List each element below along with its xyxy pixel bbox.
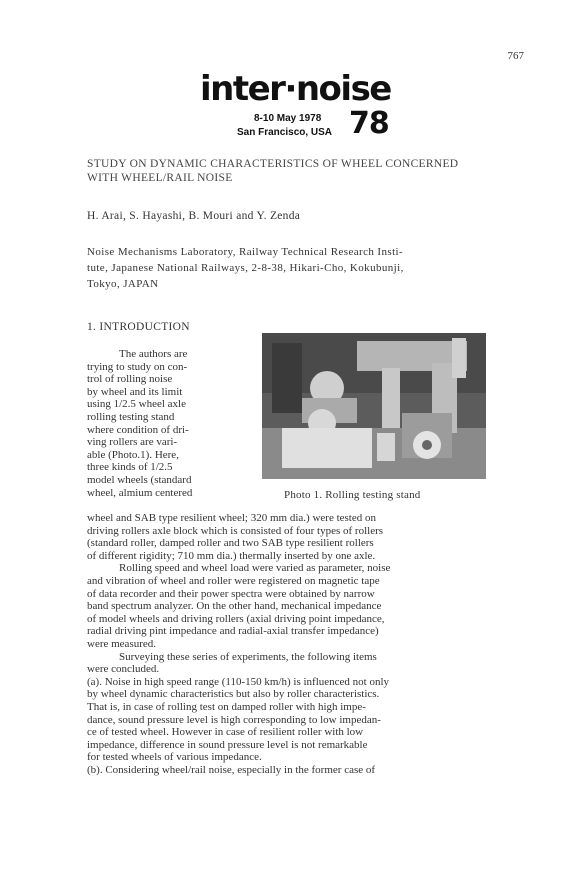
text-line: driving rollers axle block which is consisted of four types of rollers (87, 524, 384, 537)
affiliation (87, 244, 507, 292)
text-line: (standard roller, damped roller and two SAB type resilient rollers (87, 537, 374, 550)
text-line: trol of rolling noise (87, 373, 173, 386)
text-line: of model wheels and driving rollers (axial driving point impedance, (87, 612, 385, 625)
text-line: The authors are (119, 348, 188, 360)
text-line: three kinds of 1/2.5 (87, 461, 173, 474)
conference-location: San Francisco, USA (237, 127, 333, 138)
text-line: able (Photo.1). Here, (87, 448, 179, 461)
text-line: were measured. (87, 637, 157, 650)
conference-logo: inter·noise (200, 69, 391, 109)
paper-title (87, 157, 507, 185)
conference-dates: 8-10 May 1978 (254, 113, 322, 124)
affiliation-line: tute, Japanese National Railways, 2-8-38, Hikari-Cho, Kokubunji, (87, 262, 404, 274)
text-line: using 1/2.5 wheel axle (87, 398, 186, 411)
text-line: band spectrum analyzer. On the other hand, mechanical impedance (87, 600, 382, 613)
intro-wrapped-text (87, 348, 247, 499)
text-line: for tested wheels of various impedance. (87, 751, 262, 764)
text-line: Rolling speed and wheel load were varied as parameter, noise (119, 562, 391, 575)
text-line: model wheels (standard (87, 473, 192, 486)
page-number: 767 (507, 50, 524, 62)
text-line: where condition of dri- (87, 423, 189, 436)
text-line: impedance, difference in sound pressure level is not remarkable (87, 738, 368, 751)
text-line: and vibration of wheel and roller were registered on magnetic tape (87, 574, 380, 587)
text-line: ce of tested wheel. However in case of resilient roller with low (87, 726, 364, 739)
affiliation-line: Tokyo, JAPAN (87, 278, 159, 290)
photo-caption: Photo 1. Rolling testing stand (284, 489, 421, 501)
text-line: rolling testing stand (87, 410, 175, 423)
text-line: by wheel dynamic characteristics but also by roller characteristics. (87, 688, 380, 701)
text-line: radial driving pint impedance and radial-axial transfer impedance) (87, 625, 379, 638)
text-line: ving rollers are vari- (87, 436, 178, 449)
text-line: (a). Noise in high speed range (110-150 km/h) is influenced not only (87, 675, 390, 688)
text-line: Surveying these series of experiments, the following items (119, 650, 377, 663)
section-heading: 1. INTRODUCTION (87, 321, 190, 333)
conference-year: 78 (349, 106, 389, 141)
rolling-testing-stand-photo (262, 333, 486, 479)
text-line: were concluded. (87, 663, 160, 676)
authors: H. Arai, S. Hayashi, B. Mouri and Y. Zenda (87, 210, 301, 222)
text-line: by wheel and its limit (87, 385, 183, 398)
text-line: of data recorder and their power spectra were obtained by narrow (87, 587, 375, 600)
text-line: That is, in case of rolling test on damped roller with high impe- (87, 700, 366, 713)
text-line: wheel, almium centered (87, 486, 193, 499)
text-line: trying to study on con- (87, 360, 188, 373)
text-line: dance, sound pressure level is high corresponding to low impedan- (87, 713, 381, 726)
text-line: of different rigidity; 710 mm dia.) thermally inserted by one axle. (87, 549, 376, 562)
text-line: wheel and SAB type resilient wheel; 320 mm dia.) were tested on (87, 512, 376, 524)
affiliation-line: Noise Mechanisms Laboratory, Railway Technical Research Insti- (87, 246, 404, 258)
title-line: STUDY ON DYNAMIC CHARACTERISTICS OF WHEEL CONCERNED (87, 158, 459, 170)
title-line: WITH WHEEL/RAIL NOISE (87, 172, 233, 184)
text-line: (b). Considering wheel/rail noise, especially in the former case of (87, 763, 376, 776)
body-text (87, 512, 497, 776)
